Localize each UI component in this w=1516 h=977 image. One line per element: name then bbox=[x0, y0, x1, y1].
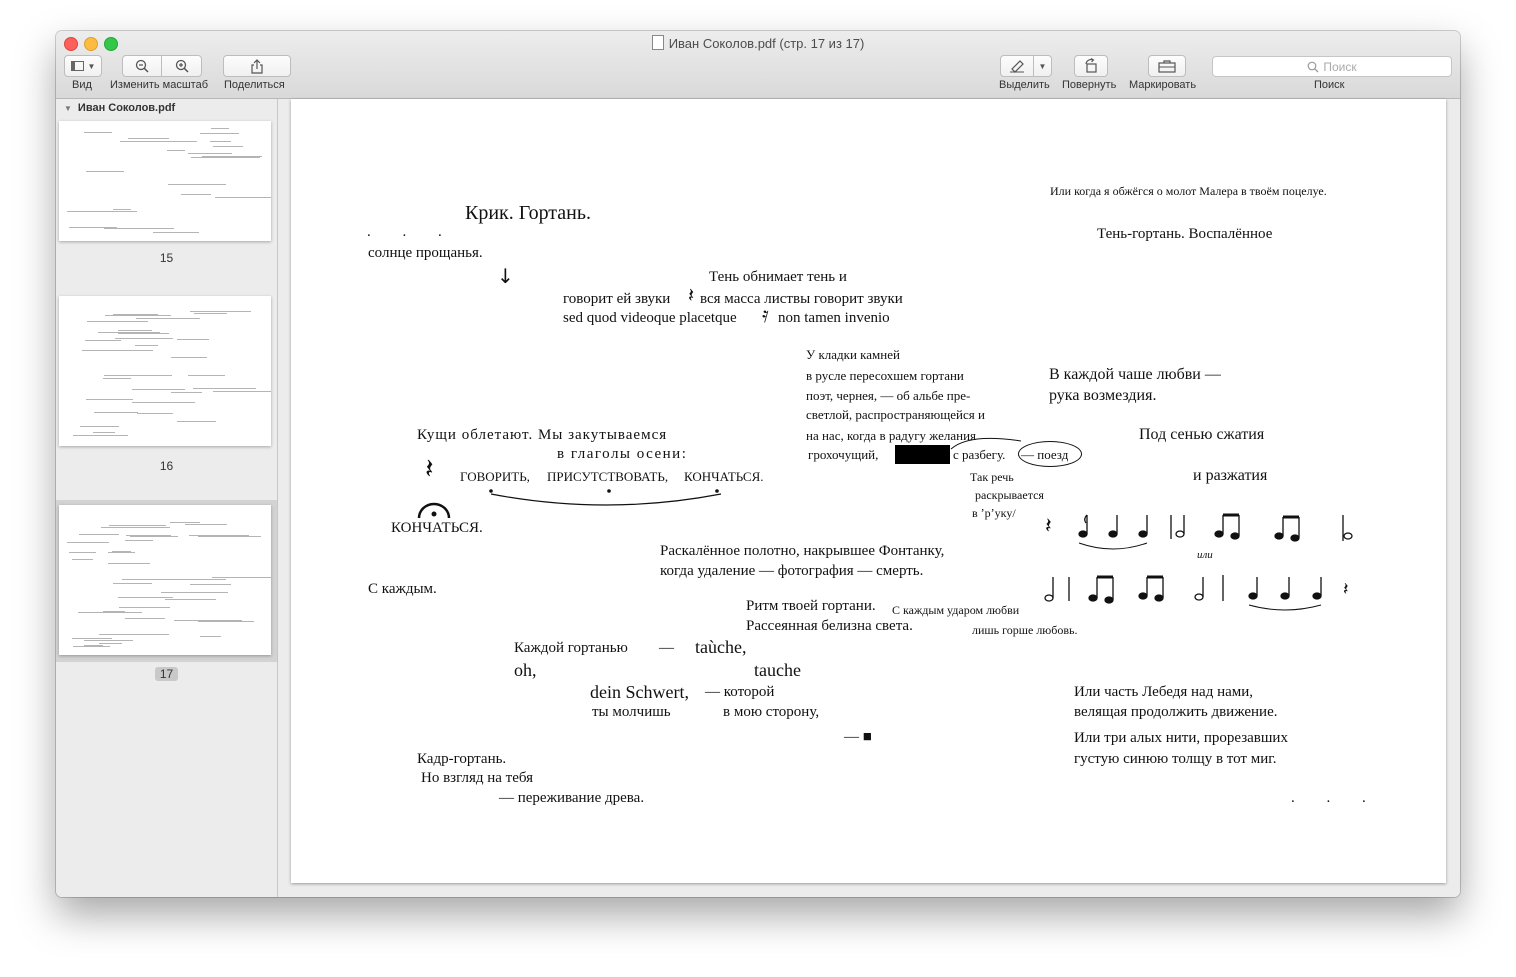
thumbnail-text-line bbox=[113, 209, 131, 210]
ellipsis: . . . bbox=[367, 224, 456, 240]
thumbnail-text-line bbox=[104, 375, 172, 376]
end-mark: — ■ bbox=[844, 729, 872, 745]
disclosure-triangle-icon: ▼ bbox=[64, 104, 72, 113]
stanza-line: грохочущий, bbox=[808, 447, 879, 462]
text-line: в мою сторону, bbox=[723, 704, 820, 720]
thumbnail-text-line bbox=[73, 435, 128, 436]
thumbnail-text-line bbox=[171, 357, 207, 358]
thumbnail-text-line bbox=[132, 389, 185, 390]
thumbnail-text-line bbox=[115, 338, 173, 339]
text-line: лишь горше любовь. bbox=[972, 623, 1078, 637]
thumbnail-text-line bbox=[202, 156, 262, 157]
thumbnail-text-line bbox=[132, 402, 195, 403]
chevron-down-icon: ▼ bbox=[87, 61, 96, 71]
thumbnail-text-line bbox=[188, 153, 232, 154]
text-line: sed quod videoque placetque bbox=[563, 310, 737, 326]
thumbnail-text-line bbox=[109, 525, 166, 526]
thumbnail-text-line bbox=[94, 412, 138, 413]
thumbnail-text-line bbox=[103, 611, 125, 612]
thumbnail-text-line bbox=[189, 535, 249, 536]
thumbnail-text-line bbox=[93, 432, 115, 433]
down-arrow-icon: ↓ bbox=[497, 264, 514, 288]
markup-button[interactable] bbox=[1148, 55, 1186, 77]
thumbnail-text-line bbox=[120, 141, 176, 142]
text-line: Тень-гортань. Воспалённое bbox=[1097, 226, 1273, 242]
text-line: солнце прощанья. bbox=[368, 245, 483, 261]
chevron-down-icon: ▼ bbox=[1038, 61, 1047, 71]
zoom-in-button[interactable] bbox=[162, 55, 202, 77]
thumbnail-text-line bbox=[86, 171, 124, 172]
fermata-icon bbox=[417, 501, 451, 519]
text-line: В каждой чаше любви — bbox=[1049, 366, 1221, 383]
ellipsis: . . . bbox=[1291, 790, 1380, 806]
thumbnail-text-line bbox=[171, 392, 202, 393]
thumbnail-text-line bbox=[105, 315, 171, 316]
thumbnail-text-line bbox=[78, 612, 142, 613]
thumbnail-text-line bbox=[190, 584, 231, 585]
thumbnail-text-line bbox=[128, 138, 169, 139]
text-line: С каждым. bbox=[368, 581, 437, 597]
thumbnail-text-line bbox=[104, 228, 127, 229]
search-placeholder: Поиск bbox=[1323, 59, 1357, 74]
thumbnail-text-line bbox=[215, 197, 271, 198]
toolbox-icon bbox=[1158, 59, 1176, 73]
thumbnail-text-line bbox=[84, 645, 103, 646]
zoom-out-button[interactable] bbox=[122, 55, 162, 77]
share-button[interactable] bbox=[223, 55, 291, 77]
share-icon bbox=[250, 59, 264, 74]
thumbnail-page-17[interactable] bbox=[59, 505, 271, 655]
thumbnail-text-line bbox=[137, 413, 173, 414]
stanza-line: У кладки камней bbox=[806, 347, 900, 362]
text-line: велящая продолжить движение. bbox=[1074, 704, 1278, 720]
verb-speak: ГОВОРИТЬ, bbox=[460, 469, 530, 484]
share-label: Поделиться bbox=[224, 79, 285, 91]
thumbnail-text-line bbox=[99, 643, 122, 644]
thumbnail-text-line bbox=[125, 618, 165, 619]
text-line: Ритм твоей гортани. bbox=[746, 598, 876, 614]
thumbnail-text-line bbox=[113, 583, 152, 584]
text-line: рука возмездия. bbox=[1049, 387, 1157, 404]
stanza-line: в русле пересохшем гортани bbox=[806, 368, 964, 383]
pdf-page bbox=[291, 99, 1446, 883]
thumbnail-page-15[interactable] bbox=[59, 121, 271, 241]
thumbnail-text-line bbox=[130, 536, 178, 537]
text-line: когда удаление — фотография — смерть. bbox=[660, 563, 924, 579]
text-line: в глаголы осени: bbox=[557, 446, 688, 462]
thumbnail-text-line bbox=[191, 157, 260, 158]
text-line: Каждой гортанью bbox=[514, 640, 628, 656]
text-line: tauche bbox=[754, 660, 801, 680]
thumbnail-text-line bbox=[108, 552, 135, 553]
stanza-line: раскрывается bbox=[975, 488, 1044, 502]
thumbnail-text-line bbox=[86, 399, 133, 400]
thumbnail-text-line bbox=[118, 597, 173, 598]
preview-window bbox=[56, 31, 1460, 897]
text-dash: — bbox=[659, 640, 674, 656]
rotate-label: Повернуть bbox=[1062, 79, 1117, 91]
text-line: говорит ей звуки bbox=[563, 291, 671, 307]
thumbnail-label-15: 15 bbox=[159, 251, 174, 265]
stanza-line: поэт, чернея, — об альбе пре- bbox=[806, 388, 971, 403]
thumbnail-text-line bbox=[84, 640, 133, 641]
view-label: Вид bbox=[72, 79, 92, 91]
thumbnail-text-line bbox=[67, 211, 137, 212]
rotate-icon bbox=[1083, 58, 1099, 74]
text-line: Кадр-гортань. bbox=[417, 751, 507, 767]
thumbnail-label-17: 17 bbox=[56, 667, 277, 681]
thumbnail-text-line bbox=[188, 375, 225, 376]
highlight-button[interactable] bbox=[1000, 55, 1034, 77]
verb-end-final: КОНЧАТЬСЯ. bbox=[391, 520, 483, 536]
text-line: или bbox=[1197, 549, 1213, 561]
sixteenth-rest-icon: 𝄿 bbox=[762, 303, 769, 328]
thumbnail-text-line bbox=[99, 634, 169, 635]
text-line: non tamen invenio bbox=[778, 310, 890, 326]
thumbnail-text-line bbox=[84, 132, 112, 133]
thumbnail-text-line bbox=[82, 350, 153, 351]
quarter-rest-icon: 𝄽 bbox=[425, 452, 434, 485]
stanza-line: светлой, распространяющейся и bbox=[806, 407, 985, 422]
search-label: Поиск bbox=[1314, 79, 1345, 91]
zoom-out-icon bbox=[135, 59, 149, 73]
thumbnail-text-line bbox=[177, 339, 209, 340]
text-line: и разжатия bbox=[1193, 467, 1268, 484]
thumbnail-text-line bbox=[181, 194, 211, 195]
thumbnail-text-line bbox=[198, 536, 261, 537]
document-icon bbox=[652, 35, 664, 50]
thumbnail-text-line bbox=[118, 330, 152, 331]
thumbnail-text-line bbox=[200, 636, 221, 637]
thumbnail-text-line bbox=[113, 314, 158, 315]
markup-label: Маркировать bbox=[1129, 79, 1197, 91]
thumbnail-text-line bbox=[98, 332, 160, 333]
text-line: Или когда я обжёгся о молот Малера в твоём поцелуе. bbox=[1050, 184, 1327, 198]
thumbnail-text-line bbox=[153, 232, 199, 233]
text-line: oh, bbox=[514, 660, 537, 680]
text-line: Кущи облетают. Мы закутываемся bbox=[417, 427, 668, 443]
svg-text:𝄽: 𝄽 bbox=[1343, 579, 1349, 600]
view-button[interactable] bbox=[64, 55, 102, 77]
stanza-line: в ʼрʼуку/ bbox=[972, 506, 1016, 520]
thumbnail-text-line bbox=[213, 391, 271, 392]
thumbnail-text-line bbox=[200, 133, 239, 134]
thumbnail-text-line bbox=[198, 621, 254, 622]
thumbnail-text-line bbox=[165, 599, 216, 600]
highlight-label: Выделить bbox=[999, 79, 1050, 91]
poem-title: Крик. Гортань. bbox=[465, 202, 591, 224]
thumbnail-text-line bbox=[73, 646, 110, 647]
thumbnail-text-line bbox=[194, 313, 227, 314]
thumbnail-text-line bbox=[72, 559, 93, 560]
search-input[interactable] bbox=[1212, 56, 1452, 77]
text-line: — которой bbox=[705, 684, 775, 700]
zoom-label: Изменить масштаб bbox=[110, 79, 209, 91]
text-line: вся масса листвы говорит звуки bbox=[700, 291, 903, 307]
text-line: taùche, bbox=[695, 637, 747, 657]
verb-end: КОНЧАТЬСЯ. bbox=[684, 469, 764, 484]
toolbar bbox=[56, 31, 1460, 99]
highlight-menu-button[interactable] bbox=[1034, 55, 1052, 77]
stanza-line: на нас, когда в радугу желания bbox=[806, 428, 977, 443]
text-line: ты молчишь bbox=[592, 704, 671, 720]
thumbnail-text-line bbox=[155, 579, 226, 580]
thumbnail-text-line bbox=[185, 524, 227, 525]
thumbnail-text-line bbox=[170, 522, 200, 523]
quarter-rest-icon: 𝄽 bbox=[688, 283, 695, 307]
search-icon bbox=[1307, 61, 1319, 73]
thumbnail-text-line bbox=[212, 577, 271, 578]
thumbnail-text-line bbox=[72, 638, 112, 639]
thumbnail-text-line bbox=[119, 607, 170, 608]
thumbnail-text-line bbox=[87, 321, 148, 322]
thumbnail-text-line bbox=[80, 426, 119, 427]
stanza-line: — поезд bbox=[1021, 447, 1069, 462]
redaction-block bbox=[895, 445, 950, 464]
text-line: Рассеянная белизна света. bbox=[746, 618, 913, 634]
text-line: С каждым ударом любви bbox=[892, 603, 1020, 617]
thumbnail-text-line bbox=[69, 227, 117, 228]
thumbnail-label-16: 16 bbox=[159, 459, 174, 473]
connector-curve bbox=[949, 431, 1029, 453]
thumbnail-text-line bbox=[69, 552, 96, 553]
text-line: Тень обнимает тень и bbox=[709, 269, 847, 285]
text-line: Под сенью сжатия bbox=[1139, 426, 1265, 443]
thumbnail-text-line bbox=[85, 340, 121, 341]
text-line: dein Schwert, bbox=[590, 682, 689, 702]
text-line: густую синюю толщу в тот миг. bbox=[1074, 751, 1277, 767]
verb-be-present: ПРИСУТСТВОВАТЬ, bbox=[547, 469, 669, 484]
thumbnail-text-line bbox=[190, 311, 251, 312]
thumbnail-text-line bbox=[177, 421, 216, 422]
sidebar-file-header[interactable]: ▼ Иван Соколов.pdf bbox=[64, 102, 176, 114]
stanza-line: с разбегу. bbox=[953, 447, 1006, 462]
document-view[interactable] bbox=[278, 99, 1460, 897]
text-line: Или часть Лебедя над нами, bbox=[1074, 684, 1254, 700]
thumbnail-text-line bbox=[79, 534, 119, 535]
highlighter-icon bbox=[1009, 59, 1025, 73]
thumbnail-sidebar bbox=[56, 99, 278, 897]
thumbnail-text-line bbox=[213, 146, 243, 147]
zoom-in-icon bbox=[175, 59, 189, 73]
rotate-button[interactable] bbox=[1074, 55, 1108, 77]
thumbnail-text-line bbox=[136, 318, 200, 319]
stanza-line: Так речь bbox=[970, 470, 1014, 484]
thumbnail-text-line bbox=[103, 378, 131, 379]
thumbnail-text-line bbox=[168, 184, 226, 185]
thumbnail-text-line bbox=[118, 333, 169, 334]
svg-text:𝄽: 𝄽 bbox=[1045, 514, 1052, 539]
thumbnail-text-line bbox=[161, 592, 228, 593]
thumbnail-text-line bbox=[135, 345, 158, 346]
text-line: — переживание древа. bbox=[499, 790, 645, 806]
thumbnail-text-line bbox=[193, 388, 256, 389]
thumbnail-page-16[interactable] bbox=[59, 296, 271, 446]
thumbnail-text-line bbox=[108, 563, 150, 564]
text-line: Или три алых нити, прорезавших bbox=[1074, 730, 1288, 746]
thumbnail-text-line bbox=[125, 540, 153, 541]
thumbnail-text-line bbox=[211, 128, 229, 129]
window-title: Иван Соколов.pdf (стр. 17 из 17) bbox=[56, 35, 1460, 51]
slur-curve bbox=[481, 484, 731, 512]
thumbnail-text-line bbox=[101, 527, 170, 528]
thumbnail-text-line bbox=[67, 542, 109, 543]
thumbnail-text-line bbox=[210, 141, 231, 142]
thumbnail-text-line bbox=[167, 150, 185, 151]
text-line: Но взгляд на тебя bbox=[421, 770, 534, 786]
text-line: Раскалённое полотно, накрывшее Фонтанку, bbox=[660, 543, 945, 559]
sidebar-icon bbox=[71, 61, 84, 71]
